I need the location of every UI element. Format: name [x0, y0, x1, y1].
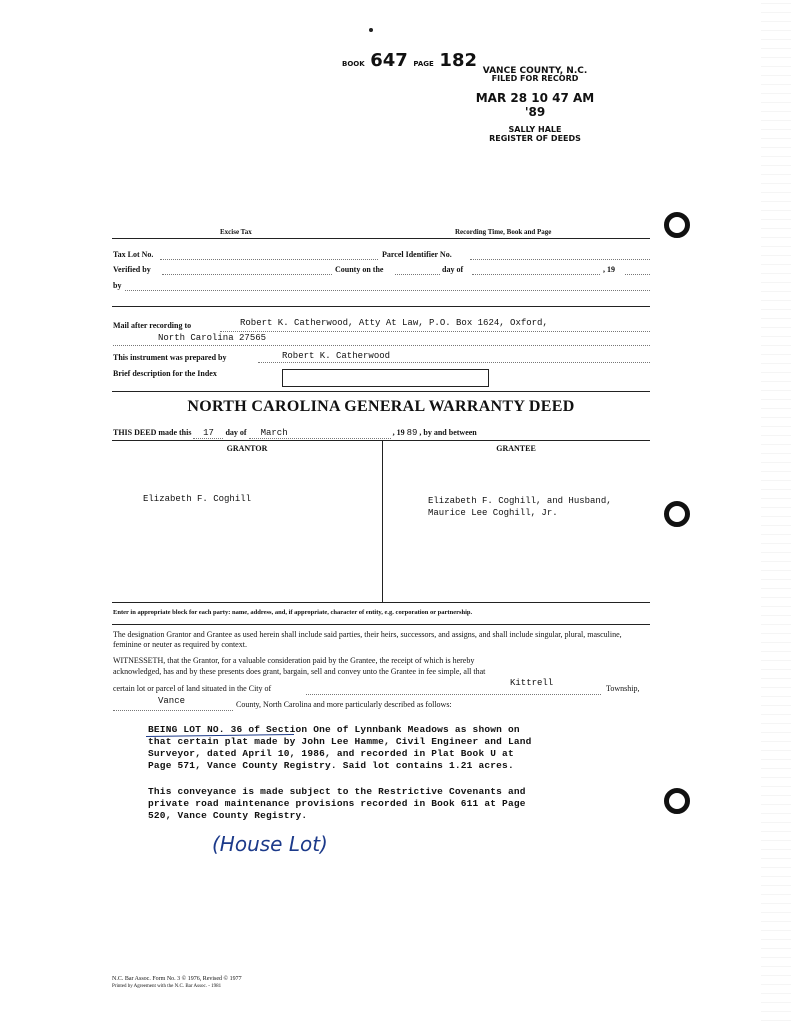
punch-hole-2: [664, 501, 690, 527]
mail-to-line1: Robert K. Catherwood, Atty At Law, P.O. Box 1624, Oxford,: [240, 318, 548, 328]
grantee-line2: Maurice Lee Coghill, Jr.: [428, 508, 558, 518]
recording-stamp: [470, 66, 600, 143]
handwritten-note: (House Lot): [212, 832, 328, 856]
prepared-by-value: Robert K. Catherwood: [282, 351, 391, 361]
day-of-line: [472, 274, 600, 275]
witnesseth-line1: WITNESSETH, that the Grantor, for a valuable consideration paid by the Grantee, the receipt of which is hereby: [113, 656, 475, 665]
verified-label: Verified by: [113, 265, 151, 274]
county-day-line: [395, 274, 440, 275]
brief-label: Brief description for the Index: [113, 369, 217, 378]
top-dot: [369, 28, 373, 32]
deed-prefix: THIS DEED made this: [113, 428, 192, 437]
divider-mid: [112, 306, 650, 307]
book-page-header: [342, 50, 477, 71]
stamp-filed: FILED FOR RECORD: [491, 74, 579, 83]
witnesseth-line4: County, North Carolina and more particularly described as follows:: [236, 700, 452, 709]
designation-text: The designation Grantor and Grantee as used herein shall include said parties, their heirs, successors, and assigns, and shall include singular, plural, masculine, feminine or neuter as required by context.: [113, 630, 622, 649]
by-line: [125, 290, 650, 291]
excise-tax-label: Excise Tax: [220, 228, 252, 236]
enter-note: Enter in appropriate block for each party: name, address, and, if appropriate, character of entity, e.g. corporation or partnership.: [113, 609, 473, 616]
desc-p1-line3: Surveyor, dated April 10, 1986, and recorded in Plat Book U at: [148, 748, 514, 759]
prepared-by-label: This instrument was prepared by: [113, 353, 227, 362]
tax-lot-label: Tax Lot No.: [113, 250, 154, 259]
deed-month: March: [249, 428, 391, 439]
divider-parties-bottom: [112, 602, 650, 603]
footer-line1: N.C. Bar Assoc. Form No. 3 © 1976, Revised © 1977: [112, 976, 242, 982]
book-number: 647: [370, 50, 408, 71]
parties-divider: [382, 440, 383, 602]
mail-line2: [113, 345, 650, 346]
desc-p1-line4: Page 571, Vance County Registry. Said lot contains 1.21 acres.: [148, 760, 514, 771]
page-label: PAGE: [413, 60, 434, 68]
mail-line1: [220, 331, 650, 332]
punch-hole-3: [664, 788, 690, 814]
county-line: [113, 710, 233, 711]
year-line: [625, 274, 650, 275]
deed-day-of: day of: [225, 428, 247, 437]
description-block: [148, 724, 532, 822]
stamp-date: MAR 28 10 47 AM '89: [475, 91, 595, 119]
verified-line: [162, 274, 332, 275]
stamp-register-title: REGISTER OF DEEDS: [489, 134, 581, 143]
recording-label: Recording Time, Book and Page: [455, 228, 552, 236]
deed-day: 17: [193, 428, 223, 439]
county-on-label: County on the: [335, 265, 384, 274]
desc-p2-line1: This conveyance is made subject to the Restrictive Covenants and: [148, 786, 526, 797]
desc-p2-line2: private road maintenance provisions recorded in Book 611 at Page: [148, 798, 526, 809]
desc-p1-line2: that certain plat made by John Lee Hamme, Civil Engineer and Land: [148, 736, 532, 747]
city-line: [306, 694, 601, 695]
deed-title: NORTH CAROLINA GENERAL WARRANTY DEED: [187, 398, 575, 415]
township-value: Kittrell: [510, 678, 554, 688]
divider-designation: [112, 624, 650, 625]
deed-line: [113, 428, 650, 439]
deed-suffix: , by and between: [419, 428, 477, 437]
tax-lot-line: [160, 259, 378, 260]
witnesseth-line3: certain lot or parcel of land situated in the City of: [113, 684, 272, 693]
by-label: by: [113, 281, 122, 290]
prepared-line: [258, 362, 650, 363]
deed-year: 89: [406, 428, 418, 438]
witnesseth-line2: acknowledged, has and by these presents does grant, bargain, sell and convey unto the Grantee in fee simple, all that: [113, 667, 486, 676]
county-value: Vance: [158, 696, 186, 706]
stamp-register-name: SALLY HALE: [508, 125, 562, 134]
grantee-header: GRANTEE: [496, 444, 536, 453]
divider-title: [112, 391, 650, 392]
book-label: BOOK: [342, 60, 365, 68]
punch-hole-1: [664, 212, 690, 238]
year-19-label: , 19: [603, 265, 615, 274]
grantor-name: Elizabeth F. Coghill: [143, 494, 252, 504]
page-number: 182: [439, 50, 477, 71]
brief-description-box: [282, 369, 489, 387]
mail-after-label: Mail after recording to: [113, 321, 192, 330]
day-of-label: day of: [442, 265, 464, 274]
township-label: Township,: [606, 684, 640, 693]
scan-edge-noise: [761, 0, 791, 1024]
desc-p2-line3: 520, Vance County Registry.: [148, 810, 308, 821]
desc-p1-line1: BEING LOT NO. 36 of Section One of Lynnbank Meadows as shown on: [148, 724, 520, 735]
grantee-line1: Elizabeth F. Coghill, and Husband,: [428, 496, 612, 506]
mail-to-line2: North Carolina 27565: [158, 333, 267, 343]
stamp-county: VANCE COUNTY, N.C.: [482, 66, 588, 76]
divider-parties: [112, 440, 650, 441]
footer-line2: Printed by Agreement with the N.C. Bar Assoc. - 1981: [112, 984, 222, 989]
deed-year-prefix: , 19: [392, 428, 405, 437]
divider-top: [112, 238, 650, 239]
parcel-line: [470, 259, 650, 260]
grantor-header: GRANTOR: [226, 444, 268, 453]
parcel-label: Parcel Identifier No.: [382, 250, 452, 259]
